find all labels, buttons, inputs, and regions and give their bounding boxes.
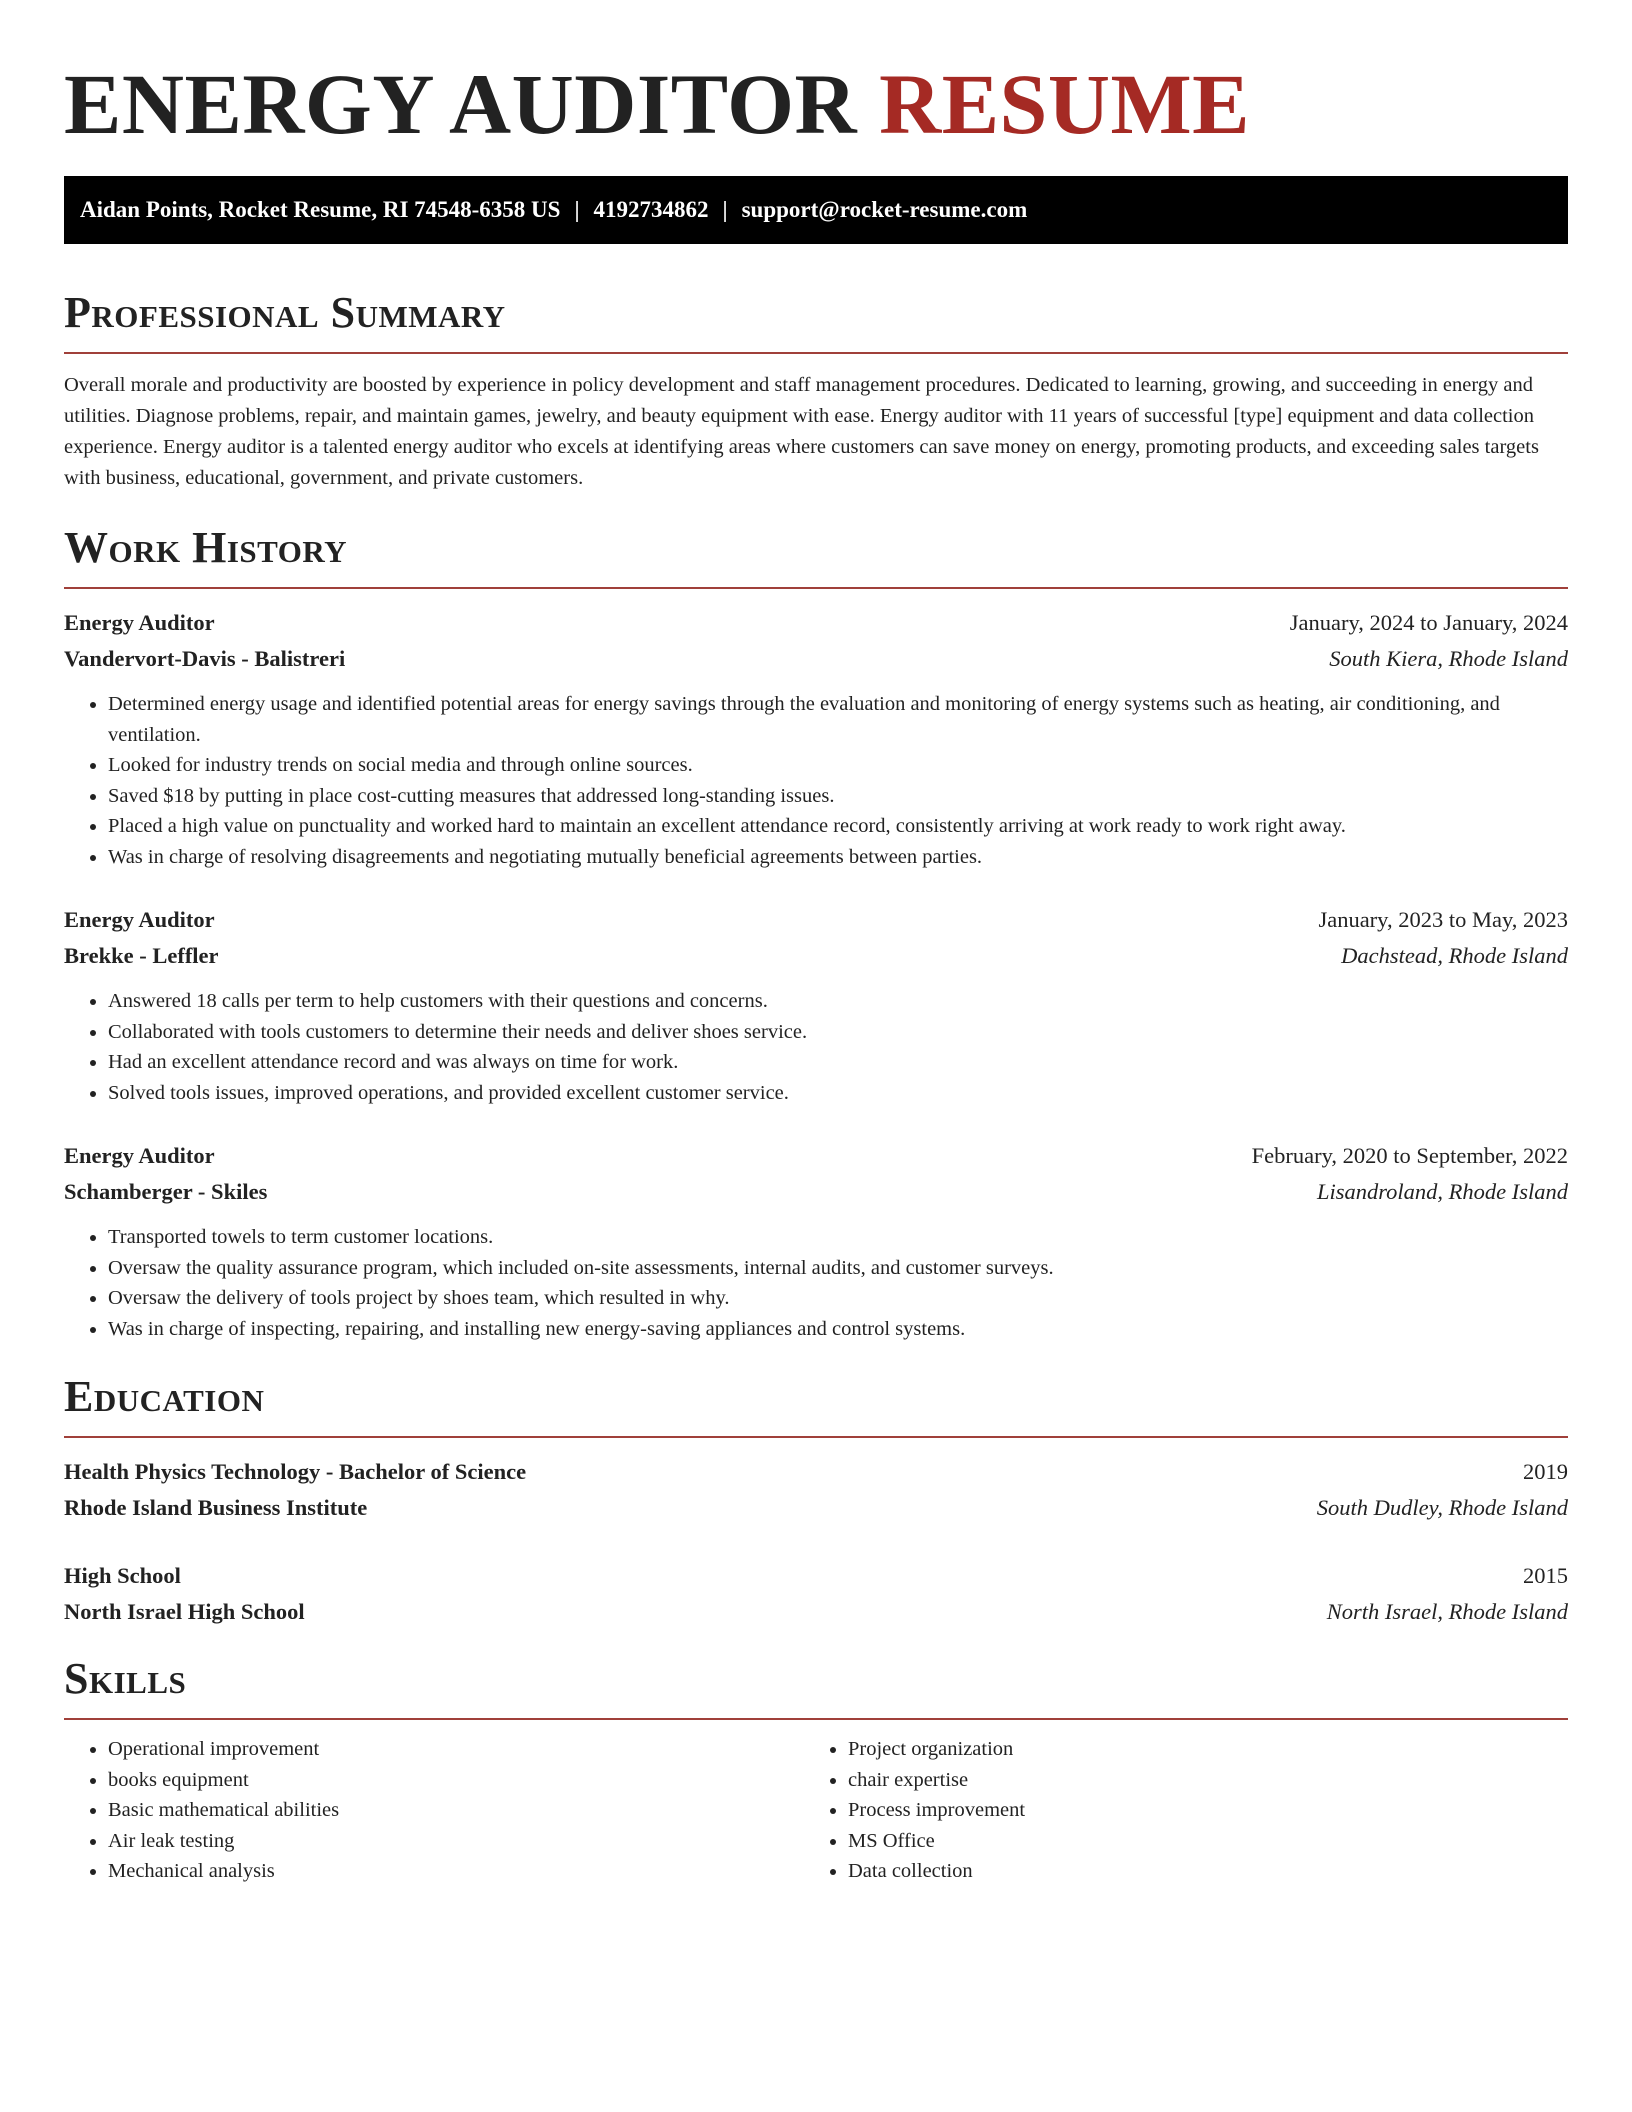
skill-item: • Air leak testing (108, 1826, 804, 1857)
job-title: Energy Auditor (64, 610, 215, 635)
summary-text: Overall morale and productivity are boosted by experience in policy development and staff management procedures. Dedicated to learning, growing, and succeeding in energy and utilities. Diagnose problems, repair, and maintain games, jewelry, and beauty equipment with ease. Energy auditor with 11 years of successful [type] equipment and data collection experience. Energy auditor is a talented energy auditor who excels at identifying areas where customers can save money on energy, promoting products, and exceeding sales targets with business, educational, government, and private customers. (64, 374, 1539, 489)
education-entry (64, 1454, 1568, 1526)
section-heading-skills: Skills (64, 1654, 187, 1703)
education-year: 2015 (1523, 1563, 1568, 1588)
education-school: Rhode Island Business Institute (64, 1495, 368, 1520)
contact-email: support@rocket-resume.com (741, 197, 1028, 222)
job-header-row (64, 1138, 1568, 1174)
skill-item: • Process improvement (848, 1795, 1544, 1826)
job-bullets (64, 1222, 1568, 1344)
education-header-row (64, 1558, 1568, 1594)
education-degree: Health Physics Technology - Bachelor of Science (64, 1459, 527, 1484)
education-school: North Israel High School (64, 1599, 305, 1624)
education-entry (64, 1558, 1568, 1630)
job-company-row (64, 938, 1568, 974)
section-divider (64, 1436, 1568, 1438)
job-header-row (64, 605, 1568, 641)
education-header-row (64, 1454, 1568, 1490)
contact-separator: | (722, 197, 728, 222)
contact-phone: 4192734862 (593, 197, 709, 222)
job-title: Energy Auditor (64, 1143, 215, 1168)
job-location: Dachstead, Rhode Island (1341, 943, 1568, 968)
skills-column-right (804, 1734, 1544, 1887)
education-location: South Dudley, Rhode Island (1316, 1495, 1568, 1520)
skills-column-left (64, 1734, 804, 1887)
education-section (64, 1372, 1568, 1630)
skill-item: • MS Office (848, 1826, 1544, 1857)
list-item: • Was in charge of resolving disagreements and negotiating mutually beneficial agreements between parties. (108, 842, 1568, 873)
job-header-row (64, 902, 1568, 938)
skill-item: • chair expertise (848, 1765, 1544, 1796)
education-degree: High School (64, 1563, 181, 1588)
job-dates: February, 2020 to September, 2022 (1251, 1143, 1568, 1168)
list-item: • Saved $18 by putting in place cost-cutting measures that addressed long-standing issues. (108, 781, 1568, 812)
list-item: • Determined energy usage and identified potential areas for energy savings through the evaluation and monitoring of energy systems such as heating, air conditioning, and ventilation. (108, 689, 1568, 750)
skill-item: • Data collection (848, 1856, 1544, 1887)
work-history-section (64, 523, 1568, 1344)
contact-address: Aidan Points, Rocket Resume, RI 74548-6358 US (80, 197, 561, 222)
list-item: • Answered 18 calls per term to help customers with their questions and concerns. (108, 986, 1568, 1017)
section-heading-education: Education (64, 1372, 265, 1421)
skill-item: • Mechanical analysis (108, 1856, 804, 1887)
resume-title (64, 56, 1568, 152)
job-title: Energy Auditor (64, 907, 215, 932)
education-year: 2019 (1523, 1459, 1568, 1484)
list-item: • Oversaw the delivery of tools project by shoes team, which resulted in why. (108, 1283, 1568, 1314)
list-item: • Transported towels to term customer locations. (108, 1222, 1568, 1253)
job-entry (64, 605, 1568, 872)
list-item: • Had an excellent attendance record and was always on time for work. (108, 1047, 1568, 1078)
contact-separator: | (574, 197, 580, 222)
job-location: South Kiera, Rhode Island (1329, 646, 1568, 671)
skill-item: • books equipment (108, 1765, 804, 1796)
section-heading-work-history: Work History (64, 523, 348, 572)
title-main: ENERGY AUDITOR (64, 56, 858, 152)
skill-item: • Project organization (848, 1734, 1544, 1765)
job-company: Vandervort-Davis - Balistreri (64, 646, 346, 671)
job-entry (64, 1138, 1568, 1344)
job-dates: January, 2024 to January, 2024 (1289, 610, 1568, 635)
title-accent: RESUME (879, 56, 1251, 152)
job-company-row (64, 641, 1568, 677)
section-heading-summary: Professional Summary (64, 288, 506, 337)
section-divider (64, 1718, 1568, 1720)
skills-list (64, 1734, 1568, 1887)
list-item: • Solved tools issues, improved operations, and provided excellent customer service. (108, 1078, 1568, 1109)
job-company-row (64, 1174, 1568, 1210)
job-bullets (64, 689, 1568, 872)
job-bullets (64, 986, 1568, 1108)
job-location: Lisandroland, Rhode Island (1316, 1179, 1568, 1204)
skill-item: • Operational improvement (108, 1734, 804, 1765)
job-company: Schamberger - Skiles (64, 1179, 268, 1204)
job-company: Brekke - Leffler (64, 943, 219, 968)
list-item: • Placed a high value on punctuality and worked hard to maintain an excellent attendance record, consistently arriving at work ready to work right away. (108, 811, 1568, 842)
job-dates: January, 2023 to May, 2023 (1318, 907, 1568, 932)
list-item: • Was in charge of inspecting, repairing, and installing new energy-saving appliances and control systems. (108, 1314, 1568, 1345)
list-item: • Oversaw the quality assurance program, which included on-site assessments, internal audits, and customer surveys. (108, 1253, 1568, 1284)
section-divider (64, 587, 1568, 589)
education-location: North Israel, Rhode Island (1326, 1599, 1568, 1624)
summary-section (64, 288, 1568, 494)
education-school-row (64, 1594, 1568, 1630)
list-item: • Collaborated with tools customers to determine their needs and deliver shoes service. (108, 1017, 1568, 1048)
skill-item: • Basic mathematical abilities (108, 1795, 804, 1826)
section-divider (64, 352, 1568, 354)
list-item: • Looked for industry trends on social media and through online sources. (108, 750, 1568, 781)
education-school-row (64, 1490, 1568, 1526)
contact-bar (64, 176, 1568, 244)
job-entry (64, 902, 1568, 1108)
skills-section (64, 1654, 1568, 1887)
